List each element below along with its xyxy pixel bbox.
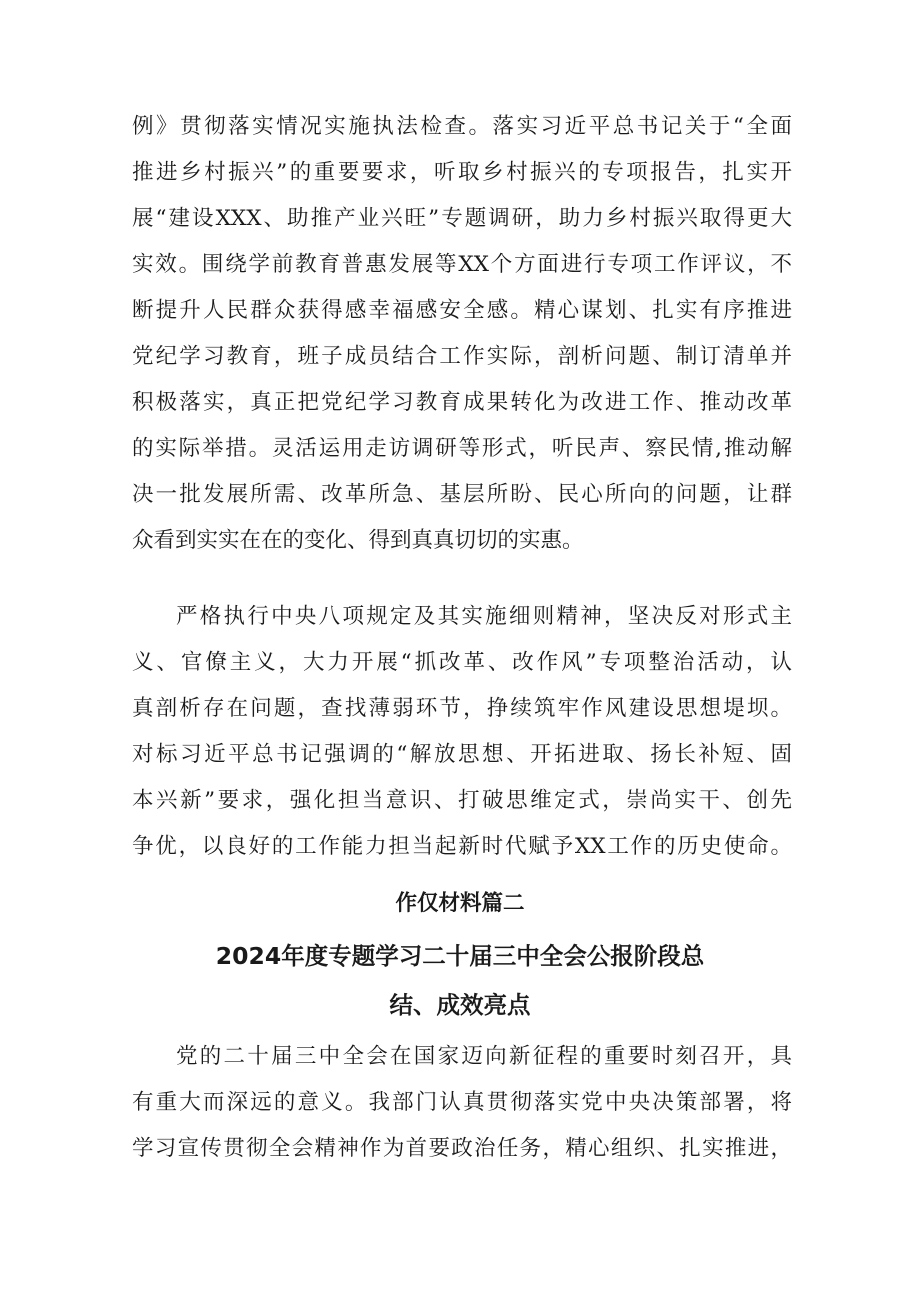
title-line-1: 2024年度专题学习二十届三中全会公报阶段总 — [215, 942, 705, 970]
paragraph-1-line-9: 决一批发展所需、改革所急、基层所盼、民心所向的问题，让群 — [132, 482, 792, 507]
paragraph-2-line-5: 本兴新”要求，强化担当意识、打破思维定式，崇尚实干、创先 — [132, 788, 792, 813]
paragraph-1-line-4: 实效。围绕学前教育普惠发展等XX个方面进行专项工作评议，不 — [132, 252, 792, 277]
paragraph-2-line-4: 对标习近平总书记强调的“解放思想、开拓进取、扬长补短、固 — [132, 742, 792, 767]
paragraph-1-line-5: 断提升人民群众获得感幸福感安全感。精心谋划、扎实有序推进 — [132, 298, 792, 323]
paragraph-1-line-7: 积极落实，真正把党纪学习教育成果转化为改进工作、推动改革 — [132, 390, 792, 415]
paragraph-2-line-1: 严格执行中央八项规定及其实施细则精神，坚决反对形式主 — [176, 604, 792, 629]
title-line-2: 结、成效亮点 — [389, 991, 531, 1019]
paragraph-1-line-6: 党纪学习教育，班子成员结合工作实际，剖析问题、制订清单并 — [132, 344, 792, 369]
paragraph-3-line-1: 党的二十届三中全会在国家迈向新征程的重要时刻召开，具 — [176, 1044, 792, 1069]
paragraph-1-line-2: 推进乡村振兴”的重要要求，听取乡村振兴的专项报告，扎实开 — [132, 160, 792, 185]
section-label: 作仅材料篇二 — [395, 891, 525, 916]
paragraph-3-line-3: 学习宣传贯彻全会精神作为首要政治任务，精心组织、扎实推进， — [132, 1136, 792, 1161]
paragraph-1-line-3: 展“建设XXX、助推产业兴旺”专题调研，助力乡村振兴取得更大 — [132, 206, 792, 231]
paragraph-2-line-6: 争优，以良好的工作能力担当起新时代赋予XX工作的历史使命。 — [132, 834, 792, 859]
paragraph-1-line-10: 众看到实实在在的变化、得到真真切切的实惠。 — [132, 528, 584, 553]
paragraph-2-line-2: 义、官僚主义，大力开展“抓改革、改作风”专项整治活动，认 — [132, 650, 792, 675]
paragraph-1-line-1: 例》贯彻落实情况实施执法检查。落实习近平总书记关于“全面 — [132, 114, 792, 139]
paragraph-3-line-2: 有重大而深远的意义。我部门认真贯彻落实党中央决策部署，将 — [132, 1090, 792, 1115]
paragraph-1-line-8: 的实际举措。灵活运用走访调研等形式，听民声、察民情,推动解 — [132, 436, 792, 461]
paragraph-2-line-3: 真剖析存在问题，查找薄弱环节，挣续筑牢作风建设思想堤坝。 — [132, 696, 792, 721]
